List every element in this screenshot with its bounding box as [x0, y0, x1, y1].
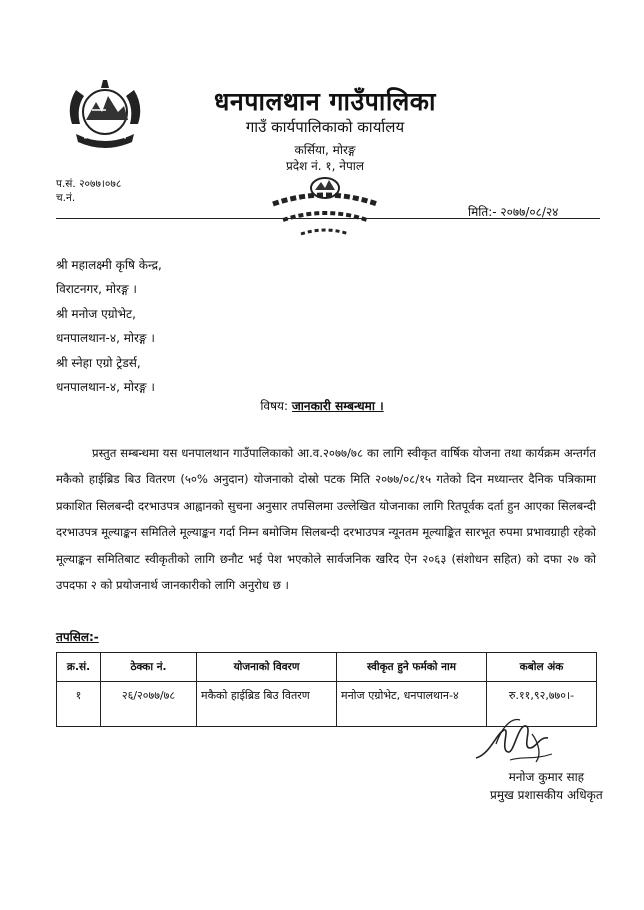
subject-label: विषय: — [260, 399, 289, 413]
nepal-emblem-icon — [62, 72, 148, 156]
signatory-designation: प्रमुख प्रशासकीय अधिकृत — [490, 788, 603, 802]
signatory-block — [490, 768, 603, 804]
cell-bid-amount: रु.११,९२,७७०।- — [487, 682, 597, 727]
address-line-1: कर्सिया, मोरङ्ग — [294, 143, 356, 157]
cell-approved-firm: मनोज एग्रोभेट, धनपालथान-४ — [337, 682, 487, 727]
col-contract-no: ठेक्का नं. — [101, 653, 197, 682]
subject-line — [0, 397, 644, 414]
header-divider — [56, 218, 600, 219]
col-serial: क्र.सं. — [57, 653, 101, 682]
subject-text: जानकारी सम्बन्धमा । — [291, 399, 384, 413]
addressee-block — [56, 253, 162, 399]
handwritten-signature-icon — [470, 714, 560, 770]
details-label: तपसिल:- — [56, 630, 99, 644]
col-bid-amount: कबोल अंक — [487, 653, 597, 682]
reference-block — [56, 177, 121, 205]
addressee-line: धनपालथान-४, मोरङ्ग । — [56, 380, 155, 395]
signatory-name: मनोज कुमार साह — [508, 770, 585, 784]
col-approved-firm: स्वीकृत हुने फर्मको नाम — [337, 653, 487, 682]
addressee-line: धनपालथान-४, मोरङ्ग । — [56, 331, 155, 346]
municipality-title: धनपालथान गाउँपालिका — [214, 87, 436, 116]
dispatch-number: च.नं. — [56, 192, 76, 204]
office-stamp-icon — [265, 168, 385, 243]
letter-body — [56, 440, 596, 598]
address-line-2: प्रदेश नं. १, नेपाल — [285, 159, 365, 173]
table-header-row — [57, 653, 597, 682]
letter-ref-number: प.सं. २०७७।०७८ — [56, 178, 122, 190]
letter-date: मिति:- २०७७/०८/२४ — [468, 205, 559, 219]
cell-plan-description: मकैको हाईब्रिड बिउ वितरण — [197, 682, 337, 727]
addressee-line: श्री स्नेहा एग्रो ट्रेडर्स, — [56, 355, 141, 370]
addressee-line: श्री मनोज एग्रोभेट, — [56, 306, 136, 321]
cell-serial: १ — [57, 682, 101, 727]
cell-contract-no: २६/२०७७/७८ — [101, 682, 197, 727]
addressee-line: विराटनगर, मोरङ्ग । — [56, 282, 137, 297]
office-subtitle: गाउँ कार्यपालिकाको कार्यालय — [245, 118, 405, 136]
addressee-line: श्री महालक्ष्मी कृषि केन्द्र, — [56, 258, 162, 272]
body-paragraph: प्रस्तुत सम्बन्धमा यस धनपालथान गाउँपालिकाको आ.व.२०७७/७८ का लागि स्वीकृत वार्षिक योजना तथा कार्यक्रम अन्तर्गत मकैको हाईब्रिड बिउ वितरण (५०% अनुदान) योजनाको दोस्रो पटक मिति २०७७/०८/१५ गतेको दिन मध्यान्तर दैनिक पत्रिकामा प्रकाशित सिलबन्दी दरभाउपत्र आह्वानको सुचना अनुसार तपसिलमा उल्लेखित योजनाका लागि रितपूर्वक दर्ता हुन आएका सिलबन्दी दरभाउपत्र मूल्याङ्कन समितिले मूल्याङ्कन गर्दा निम्न बमोजिम सिलबन्दी दरभाउपत्र न्यूनतम मूल्याङ्कित सारभूत रुपमा प्रभावग्राही रहेको मूल्याङ्कन समितिबाट स्वीकृतीको लागि छनौट भई पेश भएकोले सार्वजनिक खरिद ऐन २०६३ (संशोधन सहित) को दफा २७ को उपदफा २ को प्रयोजनार्थ जानकारीको लागि अनुरोध छ । — [56, 446, 596, 593]
col-plan-description: योजनाको विवरण — [197, 653, 337, 682]
